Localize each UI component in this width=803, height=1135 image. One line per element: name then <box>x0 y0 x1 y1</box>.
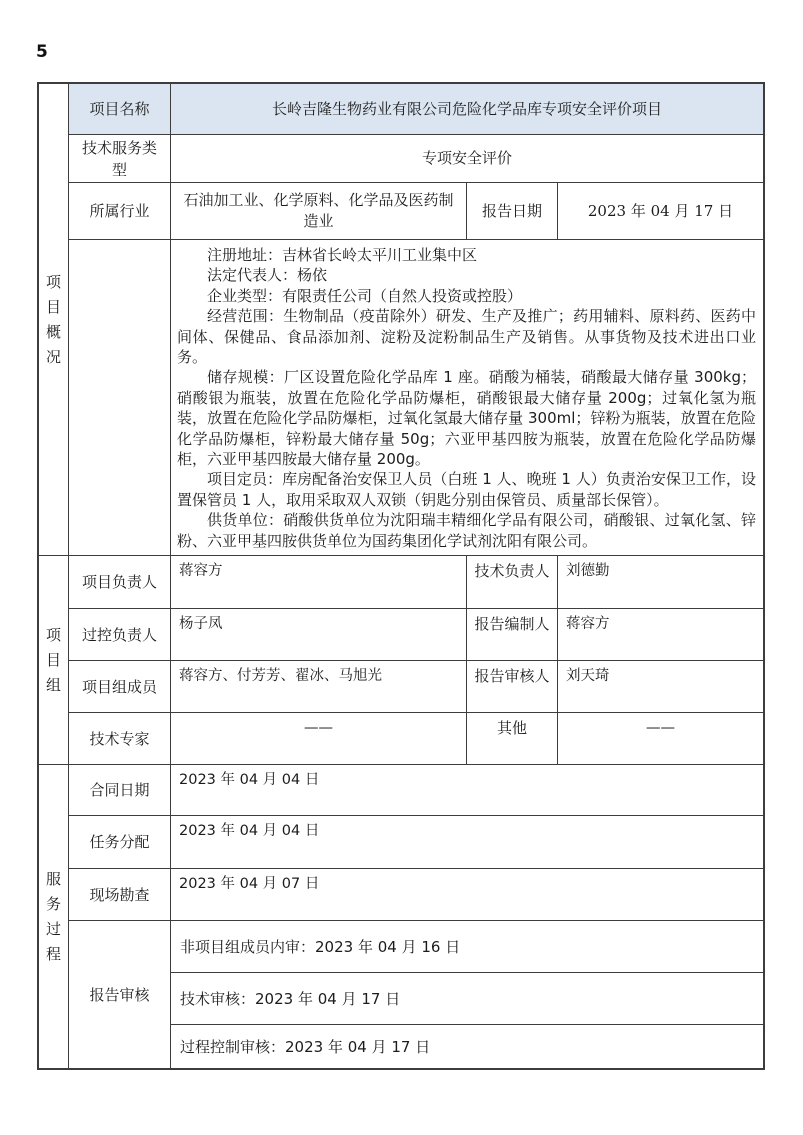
team-row-members <box>69 660 763 712</box>
overview-side-header <box>39 84 69 555</box>
team-value: —— <box>171 713 467 764</box>
details-paragraph: 项目定员：库房配备治安保卫人员（白班 1 人、晚班 1 人）负责治安保卫工作，设置保管员 1 人，取用采取双人双锁（钥匙分别由保管员、质量部长保管）。 <box>177 470 756 509</box>
team-label2: 报告审核人 <box>467 661 558 712</box>
process-row-site-survey <box>69 868 763 920</box>
team-side-label: 项目组 <box>45 625 61 694</box>
review-item-internal: 非项目组成员内审：2023 年 04 月 16 日 <box>180 938 461 956</box>
industry-label: 所属行业 <box>69 183 171 239</box>
team-value: 杨子凤 <box>171 609 467 660</box>
team-label2: 其他 <box>467 713 558 764</box>
team-row-leader <box>69 556 763 608</box>
process-date: 2023 年 04 月 07 日 <box>179 876 320 892</box>
process-date: 2023 年 04 月 04 日 <box>179 823 320 839</box>
company-details-text <box>171 240 763 555</box>
process-rows <box>69 765 763 1068</box>
details-paragraph: 注册地址：吉林省长岭太平川工业集中区 <box>207 246 478 264</box>
process-label: 任务分配 <box>69 816 171 868</box>
team-label: 项目负责人 <box>69 556 171 608</box>
review-item-technical: 技术审核：2023 年 04 月 17 日 <box>171 972 763 1024</box>
team-value: 蒋容方、付芳芳、翟冰、马旭光 <box>171 661 467 712</box>
review-label: 报告审核 <box>69 921 171 1068</box>
report-date-value: 2023 年 04 月 17 日 <box>587 202 734 220</box>
details-paragraph: 储存规模：厂区设置危险化学品库 1 座。硝酸为桶装，硝酸最大储存量 300kg；硝酸银为瓶装，放置在危险化学品防爆柜，硝酸银最大储存量 200g；过氧化氢为瓶装，放置在危险化学品防爆柜，过氧化氢最大储存量 300ml；锌粉为瓶装，放置在危险化学品防爆柜，锌粉最大储存量 50g；六亚甲基四胺为瓶装，放置在危险化学品防爆柜，六亚甲基四胺最大储存量 200g。 <box>177 368 756 469</box>
team-label: 过控负责人 <box>69 609 171 660</box>
process-row-task-assignment <box>69 815 763 868</box>
row-company-details <box>69 239 763 555</box>
details-paragraph: 经营范围：生物制品（疫苗除外）研发、生产及推广；药用辅料、原料药、医药中间体、保健品、食品添加剂、淀粉及淀粉制品生产及销售。从事货物及技术进出口业务。 <box>177 307 756 367</box>
project-summary-table <box>37 82 765 1070</box>
process-side-header <box>39 765 69 1068</box>
review-item-process-control: 过程控制审核：2023 年 04 月 17 日 <box>171 1024 763 1068</box>
row-service-type <box>69 134 763 182</box>
project-name-value: 长岭吉隆生物药业有限公司危险化学品库专项安全评价项目 <box>271 99 662 118</box>
process-label: 合同日期 <box>69 765 171 815</box>
review-subrows <box>171 921 763 1068</box>
overview-side-label: 项目概况 <box>45 272 61 366</box>
team-value2: 刘德勤 <box>566 563 610 579</box>
section-project-team <box>39 555 763 764</box>
process-date: 2023 年 04 月 04 日 <box>179 772 320 788</box>
row-industry-date <box>69 182 763 239</box>
team-row-experts <box>69 712 763 764</box>
overview-rows <box>69 84 763 555</box>
team-value: 蒋容方 <box>171 556 467 608</box>
team-row-process-control <box>69 608 763 660</box>
details-empty-label-cell <box>69 240 171 555</box>
team-side-header <box>39 556 69 764</box>
team-label2: 技术负责人 <box>467 556 558 608</box>
project-name-label: 项目名称 <box>69 84 171 134</box>
page-number: 5 <box>36 42 48 62</box>
service-type-label: 技术服务类型 <box>69 135 171 182</box>
details-paragraph: 供货单位：硝酸供货单位为沈阳瑞丰精细化学品有限公司，硝酸银、过氧化氢、锌粉、六亚甲基四胺供货单位为国药集团化学试剂沈阳有限公司。 <box>177 511 756 550</box>
details-paragraph: 企业类型：有限责任公司（自然人投资或控股） <box>207 286 523 305</box>
team-label: 技术专家 <box>69 713 171 764</box>
process-row-contract-date <box>69 765 763 815</box>
team-label: 项目组成员 <box>69 661 171 712</box>
section-project-overview <box>39 84 763 555</box>
team-label2: 报告编制人 <box>467 609 558 660</box>
team-value2: —— <box>646 720 675 736</box>
section-service-process <box>39 764 763 1068</box>
industry-value: 石油加工业、化学原料、化学品及医药制造业 <box>171 183 467 239</box>
details-paragraph: 法定代表人：杨依 <box>207 266 328 285</box>
report-date-label: 报告日期 <box>467 183 558 239</box>
process-row-report-review <box>69 920 763 1068</box>
service-type-value: 专项安全评价 <box>421 149 512 167</box>
team-value2: 刘天琦 <box>566 668 610 684</box>
team-value2: 蒋容方 <box>566 616 610 632</box>
process-side-label: 服务过程 <box>45 869 61 963</box>
row-project-name <box>69 84 763 134</box>
process-label: 现场勘查 <box>69 869 171 920</box>
team-rows <box>69 556 763 764</box>
